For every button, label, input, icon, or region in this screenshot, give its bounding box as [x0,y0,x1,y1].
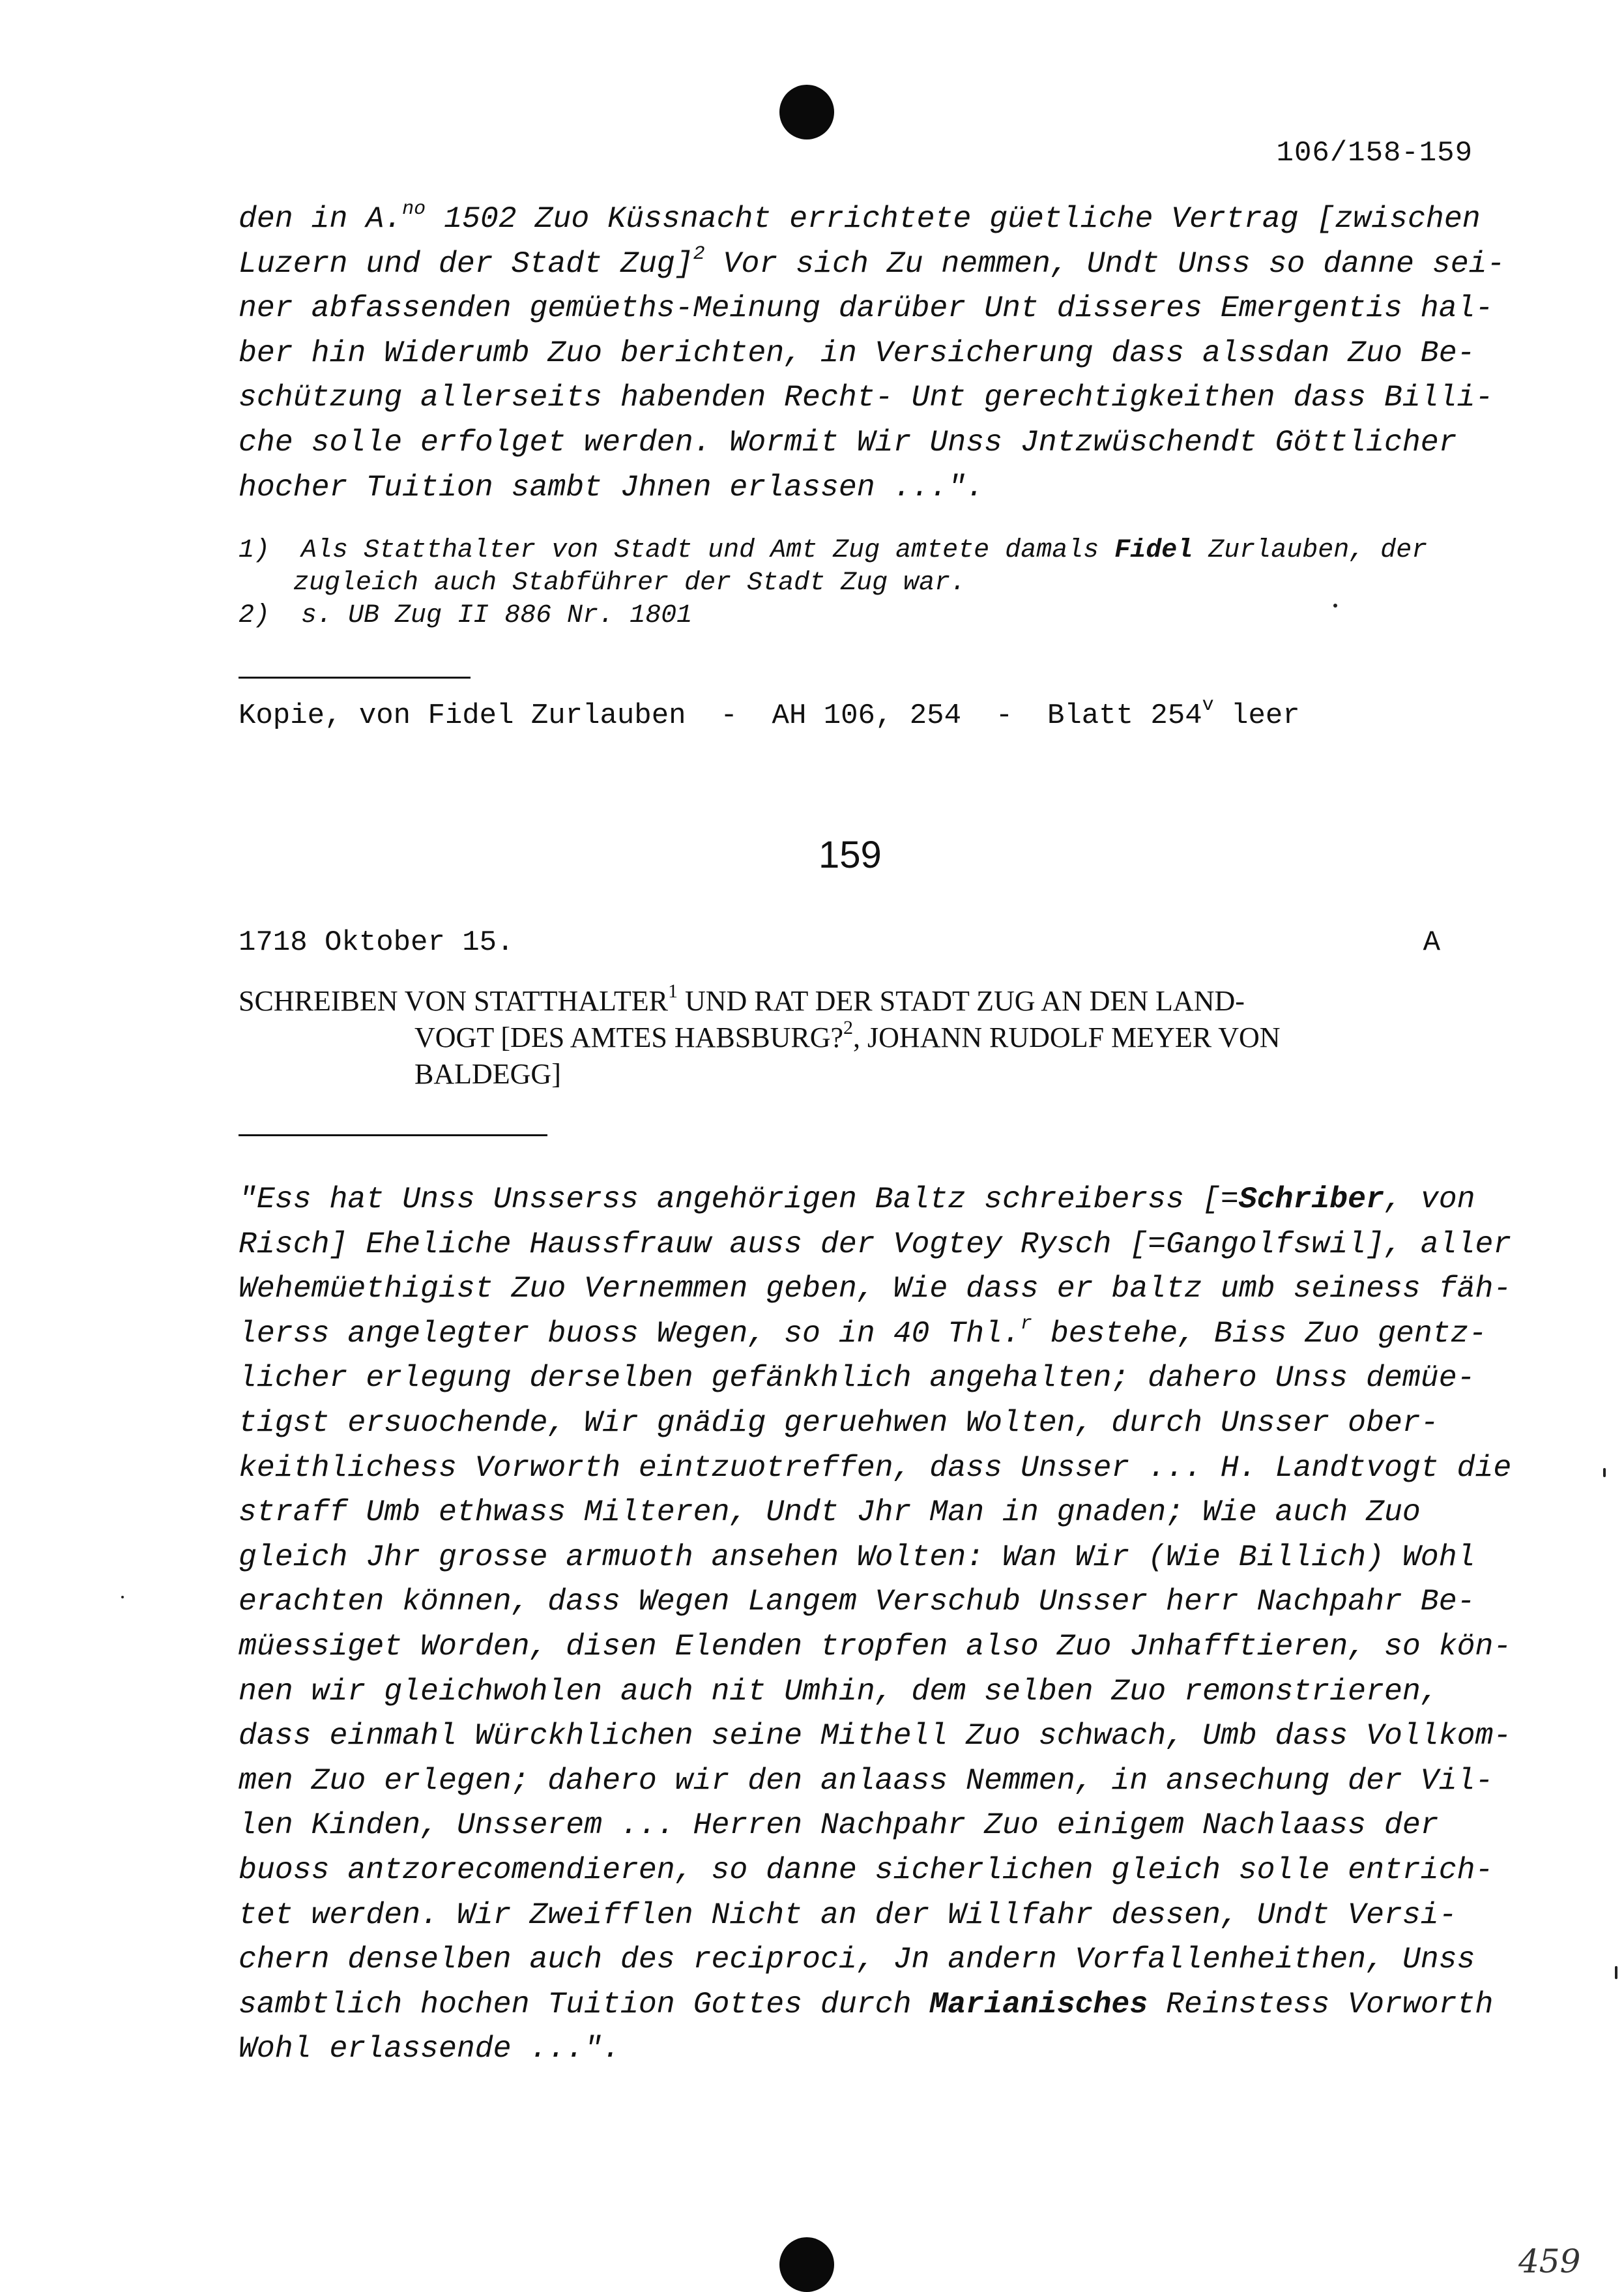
footnote-ref: 2 [693,242,705,265]
text-line: hocher Tuition sambt Jhnen erlassen ...". [239,469,985,505]
text-line: ber hin Widerumb Zuo berichten, in Versicherung dass alssdan Zuo Be- [239,335,1475,370]
punch-hole-top [779,85,834,140]
speck [1615,1966,1617,1979]
text-line: tigst ersuochende, Wir gnädig geruehwen Wolten, durch Unsser ober- [239,1405,1439,1440]
divider [239,677,471,679]
text-line: buoss antzorecomendieren, so danne sicherlichen gleich solle entrich- [239,1852,1494,1887]
text-line: len Kinden, Unsserem ... Herren Nachpahr Zuo einigem Nachlaass der [239,1808,1439,1843]
punch-hole-bottom [779,2237,834,2292]
text-line: nen wir gleichwohlen auch nit Umhin, dem selben Zuo remonstrieren, [239,1673,1439,1709]
document-heading [239,980,1477,1093]
heading-line: VOGT [DES AMTES HABSBURG?$^2$, JOHANN RUDOLF MEYER VON [414,1017,1281,1053]
text-line: sambtlich hochen Tuition Gottes durch Marianisches Reinstess Vorworth [239,1986,1494,2021]
text-line: men Zuo erlegen; dahero wir den anlaass Nemmen, in ansechung der Vil- [239,1763,1494,1798]
source-note: Kopie, von Fidel Zurlauben - AH 106, 254 - Blatt 254$^v$ leer [239,694,1300,732]
text-line: straff Umb ethwass Milteren, Undt Jhr Man in gnaden; Wie auch Zuo [239,1495,1421,1530]
footnotes [239,535,1477,632]
letter-text [239,1177,1512,2072]
text-line: schützung allerseits habenden Recht- Unt gerechtigkeithen dass Billi- [239,380,1494,415]
footnote-1-continued: zugleich auch Stabführer der Stadt Zug war. [293,568,966,598]
speck [1603,1468,1606,1477]
divider [239,1134,547,1136]
text-line: erachten können, dass Wegen Langem Verschub Unsser herr Nachpahr Be- [239,1584,1475,1619]
date-line [239,922,1477,963]
footnote-2: 2) s. UB Zug II 886 Nr. 1801 [239,601,693,630]
text-line: che solle erfolget werden. Wormit Wir Unss Jntzwüschendt Göttlicher [239,424,1457,460]
text-line: müessiget Worden, disen Elenden tropfen also Zuo Jnhafftieren, so kön- [239,1628,1512,1664]
text-line: Wohl erlassende ...". [239,2031,620,2066]
speck [1333,604,1337,608]
text-line: dass einmahl Würckhlichen seine Mithell Zuo schwach, Umb dass Vollkom- [239,1718,1512,1754]
continuation-text [239,197,1505,510]
handwritten-page-number: 459 [1518,2242,1581,2280]
document-date: 1718 Oktober 15. [239,926,514,959]
text-line: keithlichess Vorworth eintzuotreffen, dass Unsser ... H. Landtvogt die [239,1450,1512,1485]
speck [121,1596,124,1598]
footnote-1: 1) Als Statthalter von Stadt und Amt Zug amtete damals Fidel Zurlauben, der [239,536,1428,565]
text-line: ner abfassenden gemüeths-Meinung darüber Unt disseres Emergentis hal- [239,291,1494,326]
text-line: Risch] Eheliche Haussfrauw auss der Vogtey Rysch [=Gangolfswil], aller [239,1226,1512,1261]
text-line: tet werden. Wir Zweifflen Nicht an der Willfahr dessen, Undt Versi- [239,1897,1457,1932]
tradition-mark: A [1423,926,1440,959]
text-line: lerss angelegter buoss Wegen, so in 40 Thl.$^r$ bestehe, Biss Zuo gentz- [239,1312,1487,1351]
heading-line: SCHREIBEN VON STATTHALTER$^1$ UND RAT DER STADT ZUG AN DEN LAND- [239,980,1245,1017]
text-line: licher erlegung derselben gefänkhlich angehalten; dahero Unss demüe- [239,1360,1475,1396]
page-reference: 106/158-159 [1276,137,1473,169]
text-line: chern denselben auch des reciproci, Jn andern Vorfallenheithen, Unss [239,1942,1475,1977]
text-line: Luzern und der Stadt Zug]$^2$ Vor sich Zu nemmen, Undt Unss so danne sei- [239,242,1505,281]
text-line: gleich Jhr grosse armuoth ansehen Wolten: Wan Wir (Wie Billich) Wohl [239,1539,1475,1574]
heading-line: BALDEGG] [414,1058,561,1090]
text-line: Wehemüethigist Zuo Vernemmen geben, Wie dass er baltz umb seiness fäh- [239,1271,1512,1306]
text-line: den in A.$^{no}$ 1502 Zuo Küssnacht errichtete güetliche Vertrag [zwischen [239,198,1481,236]
text-line: "Ess hat Unss Unsserss angehörigen Baltz schreiberss [=Schriber, von [239,1182,1475,1216]
document-number: 159 [819,834,882,876]
